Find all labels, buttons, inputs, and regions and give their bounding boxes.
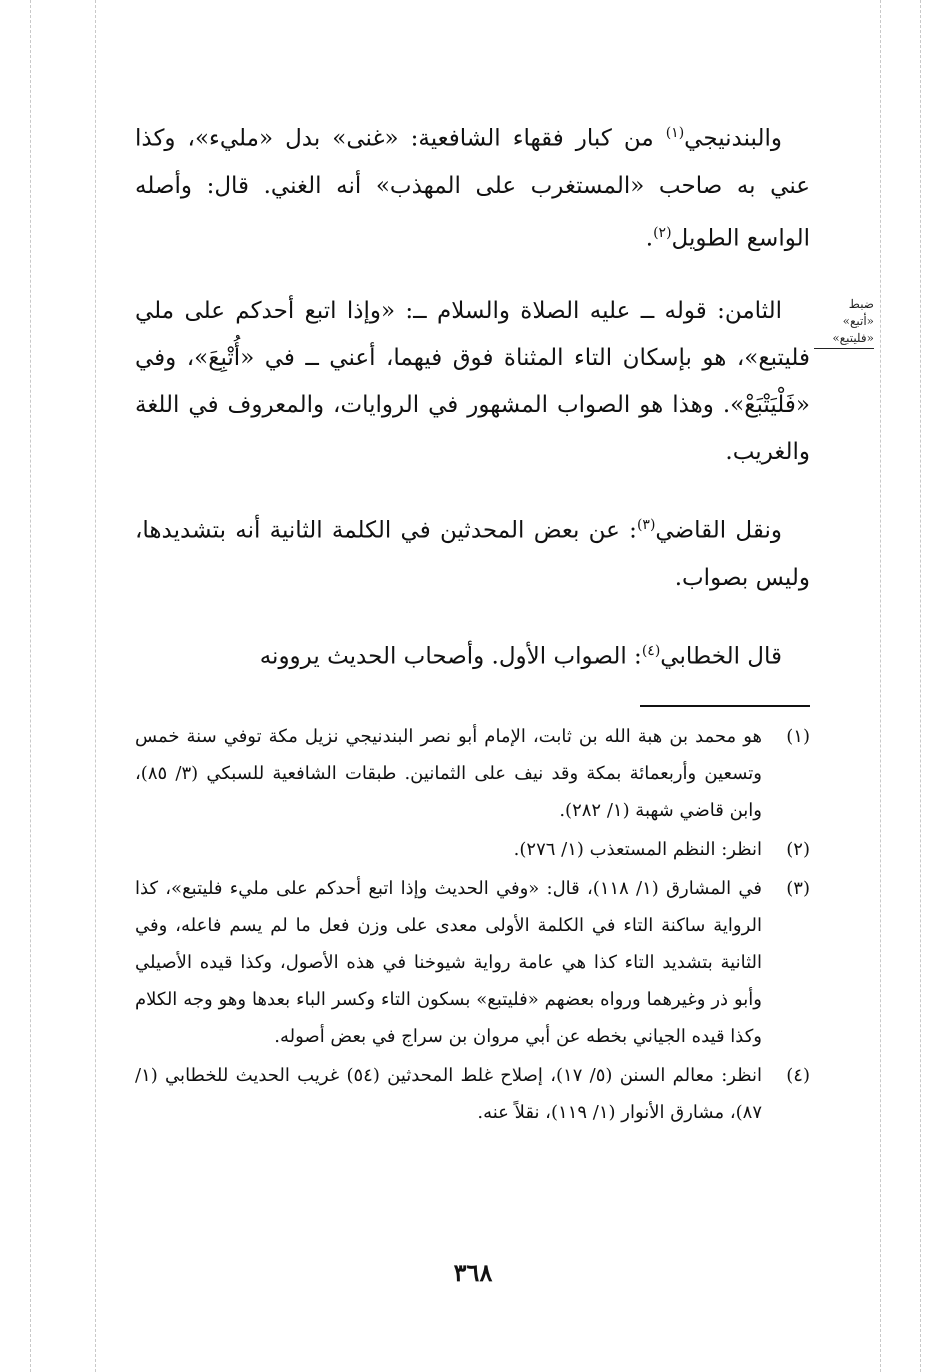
footnote xyxy=(135,718,810,829)
footnote-text: هو محمد بن هبة الله بن ثابت، الإمام أبو نصر البندنيجي نزيل مكة توفي سنة خمس وتسعين وأربعمائة بمكة وقد نيف على الثمانين. طبقات الشافعية للسبكي (٣/ ٨٥)، وابن قاضي شهبة (١/ ٢٨٢). xyxy=(135,726,762,821)
paragraph-3 xyxy=(135,502,810,602)
paragraph-4 xyxy=(135,628,810,681)
footnote-text: انظر: معالم السنن (٥/ ١٧)، إصلاح غلط المحدثين (٥٤) غريب الحديث للخطابي (١/ ٨٧)، مشارق الأنوار (١/ ١١٩)، نقلاً عنه. xyxy=(135,1065,762,1123)
footnote xyxy=(135,870,810,1055)
footnote-number: (١) xyxy=(786,726,810,747)
paragraph-3-text-cont: : عن بعض المحدثين في الكلمة الثانية أنه بتشديدها، وليس بصواب. xyxy=(135,517,810,591)
paragraph-3-text: ونقل القاضي xyxy=(655,517,782,544)
paragraph-2: الثامن: قوله ــ عليه الصلاة والسلام ــ: «وإذا اتبع أحدكم على ملي فليتبع»، هو بإسكان التاء المثناة فوق فيهما، أعني ــ في «أُتْبِعَ»، وفي «فَلْيَتْبَعْ». وهذا هو الصواب المشهور في الروايات، والمعروف في اللغة والغريب. xyxy=(135,298,810,466)
paragraph-4-text: قال الخطابي xyxy=(660,643,782,670)
paragraph-4-text-cont: : الصواب الأول. وأصحاب الحديث يروونه xyxy=(259,643,642,670)
margin-guide-line xyxy=(95,0,96,1372)
footnote-ref-2: (٢) xyxy=(653,224,672,241)
footnote-number: (٣) xyxy=(786,878,810,899)
footnotes xyxy=(135,718,810,1133)
footnote-ref-4: (٤) xyxy=(641,642,661,659)
page-number: ٣٦٨ xyxy=(453,1258,493,1287)
footnote-text: في المشارق (١/ ١١٨)، قال: «وفي الحديث وإذا اتبع أحدكم على مليء فليتبع»، كذا الرواية ساكنة التاء في الكلمة الأولى معدى على وزن فعل ما لم يسم فاعله، وفي الثانية بتشديد التاء كذا هي عامة رواية شيوخنا في هذه الأصول، وكذا قيده الأصيلي وأبو ذر وغيرهما ورواه بعضهم «فليتبع» بسكون التاء وكسر الباء بعدها وهو وجه الكلام وكذا قيده الجياني بخطه عن أبي مروان بن سراج في بعض أصوله. xyxy=(135,878,762,1047)
margin-guide-line xyxy=(920,0,921,1372)
footnote-ref-3: (٣) xyxy=(636,517,656,534)
side-note-line-2: «فليتبع» xyxy=(814,330,874,349)
main-text xyxy=(135,110,810,707)
paragraph-1 xyxy=(135,110,810,262)
footnote xyxy=(135,1057,810,1131)
margin-guide-line xyxy=(880,0,881,1372)
side-note-line-1: ضبط «أتبع» xyxy=(842,297,874,328)
margin-guide-line xyxy=(30,0,31,1372)
margin-side-note xyxy=(814,296,874,349)
paragraph-1-text-cont: من كبار فقهاء الشافعية: «غنى» بدل «مليء»، وكذا عني به صاحب «المستغرب على المهذب» أنه الغني. قال: وأصله الواسع الطويل xyxy=(135,125,810,252)
footnote-separator xyxy=(640,705,810,707)
paragraph-1-text: والبندنيجي xyxy=(684,125,782,152)
footnote-text: انظر: النظم المستعذب (١/ ٢٧٦). xyxy=(513,839,762,860)
footnote-number: (٢) xyxy=(786,839,810,860)
footnote xyxy=(135,831,810,868)
paragraph-1-end: . xyxy=(645,225,654,252)
footnote-ref-1: (١) xyxy=(665,125,685,141)
footnote-number: (٤) xyxy=(786,1065,810,1086)
